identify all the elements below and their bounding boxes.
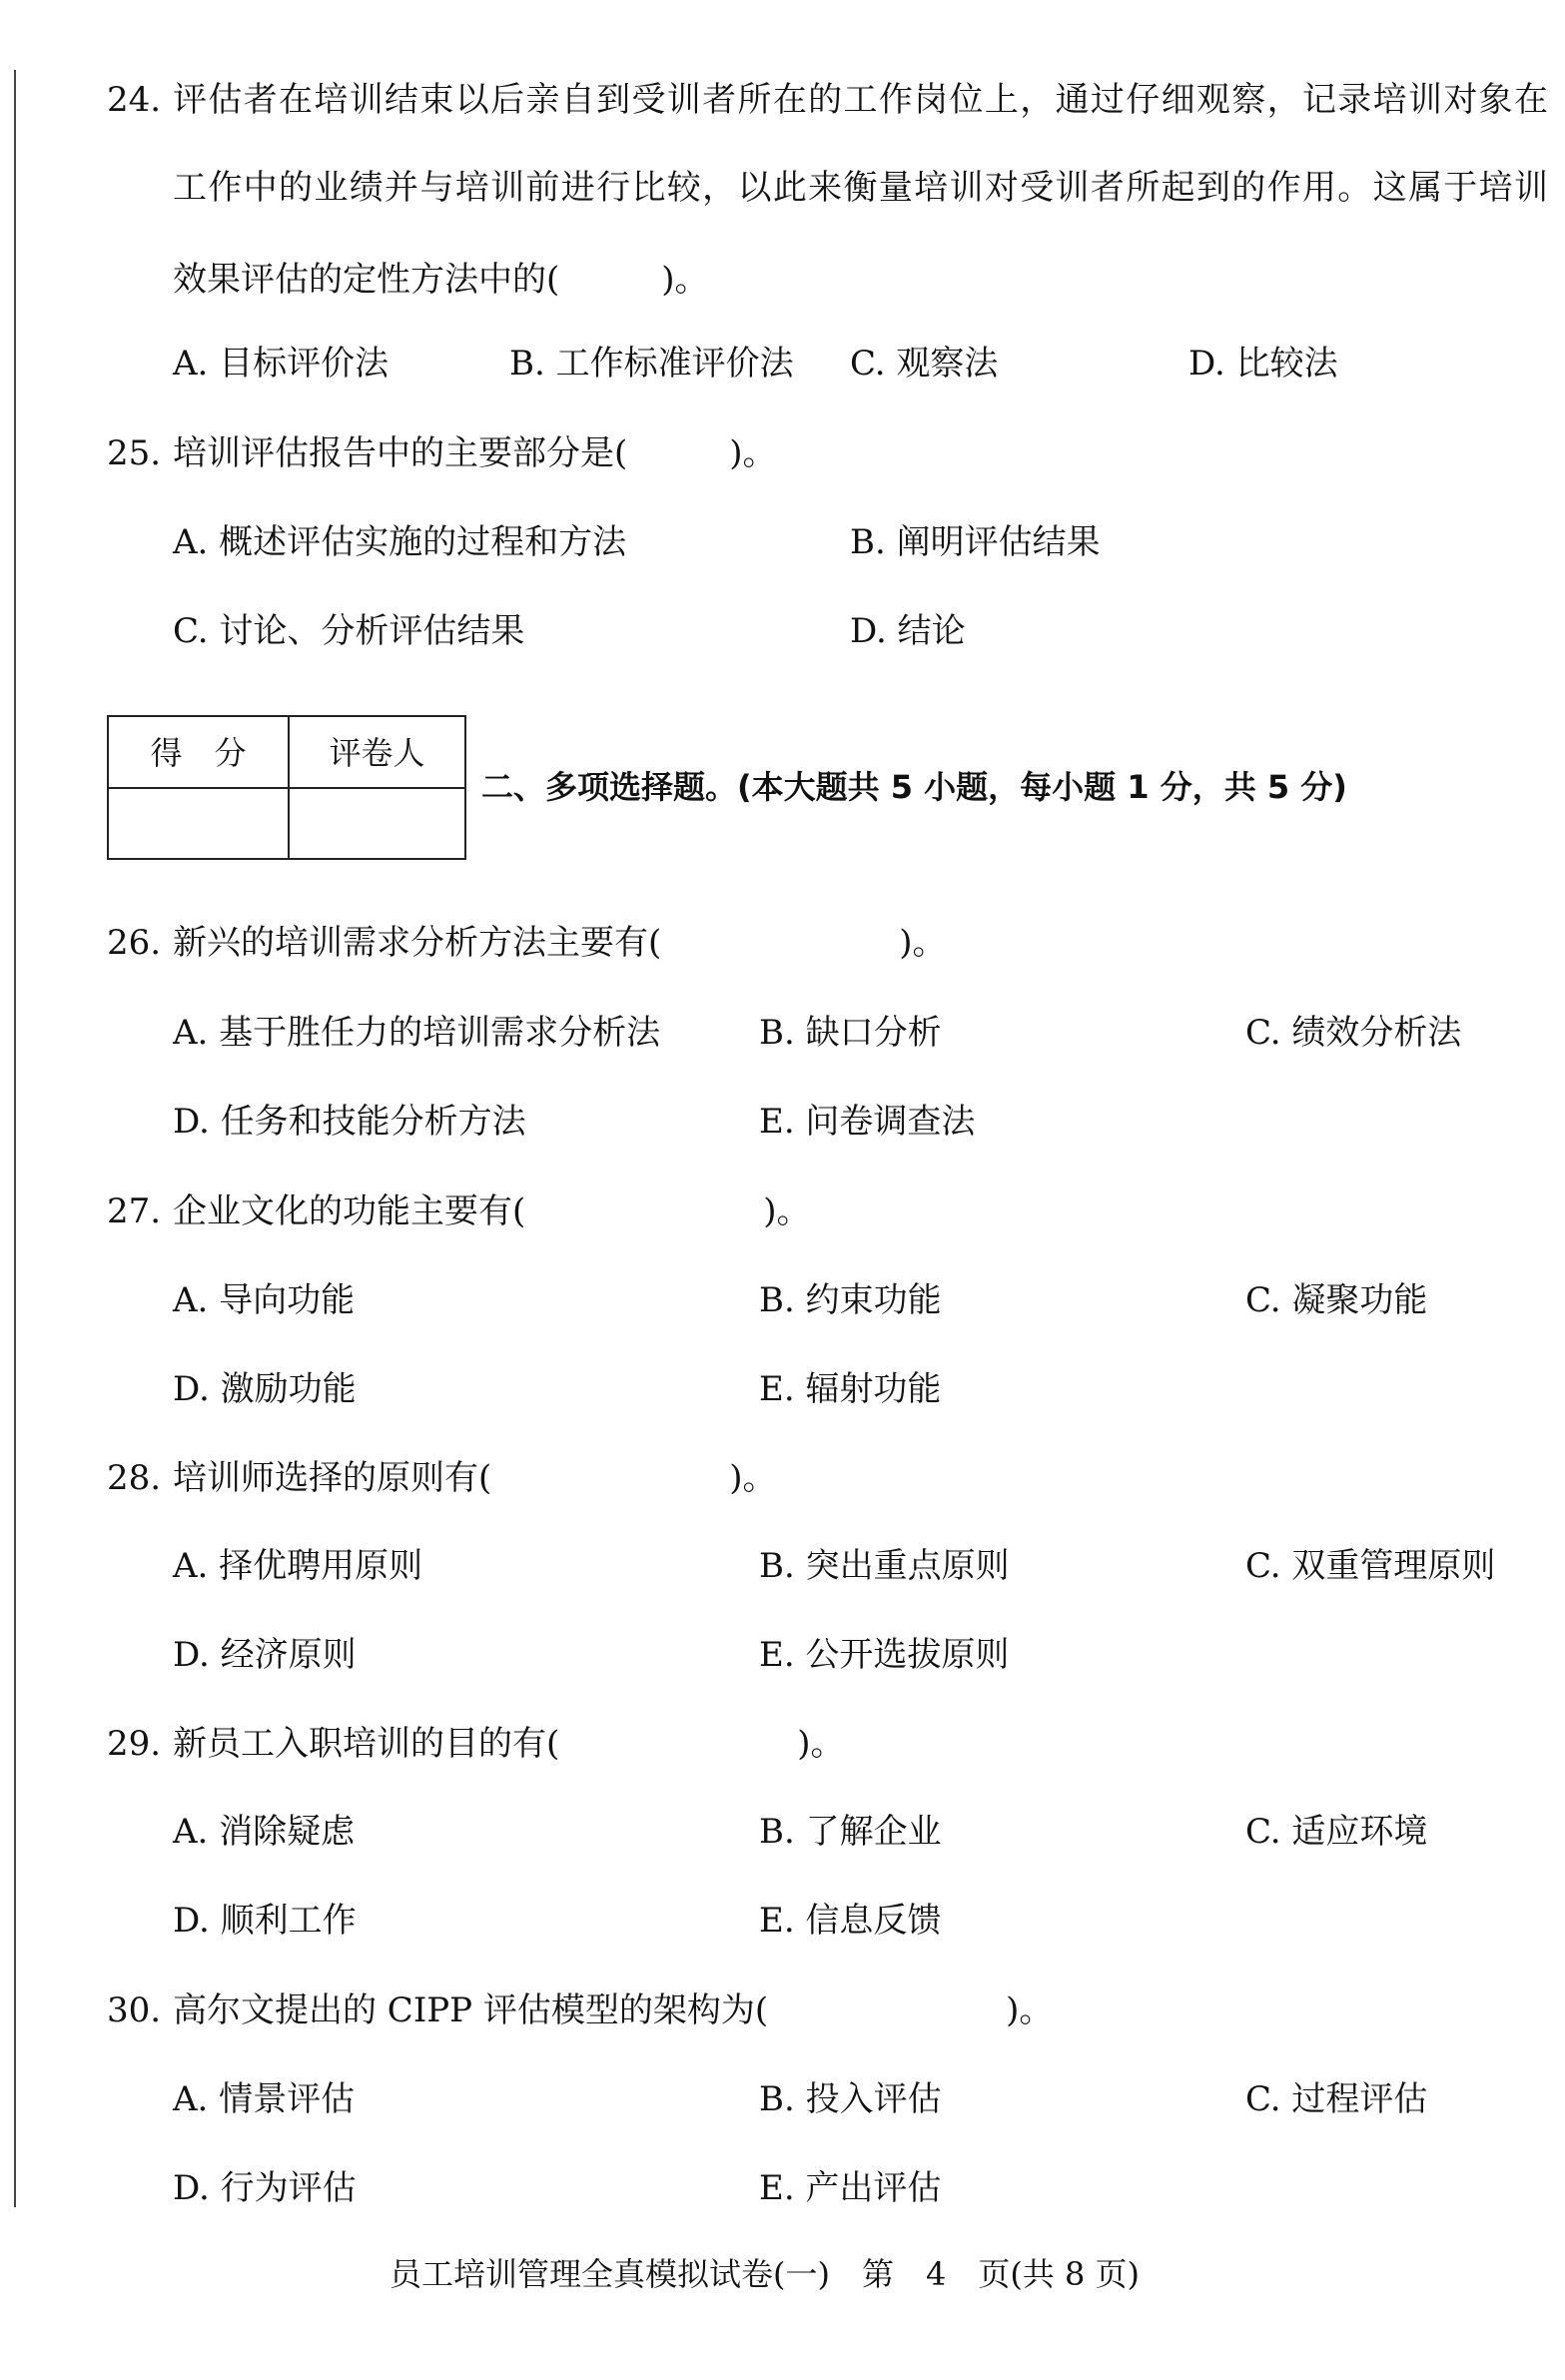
option-d: D. 任务和技能分析方法 <box>173 1102 526 1142</box>
question-text-line: 工作中的业绩并与培训前进行比较，以此来衡量培训对受训者所起到的作用。这属于培训 <box>173 168 1548 208</box>
option-b: B. 约束功能 <box>759 1280 942 1320</box>
question-number: 26. <box>107 923 162 963</box>
question-text: 企业文化的功能主要有( )。 <box>173 1191 811 1231</box>
option-c: C. 绩效分析法 <box>1245 1013 1462 1053</box>
question-text-line: 效果评估的定性方法中的( )。 <box>173 260 709 300</box>
question-text: 培训评估报告中的主要部分是( )。 <box>173 433 777 473</box>
option-a: A. 基于胜任力的培训需求分析法 <box>173 1013 661 1053</box>
option-c: C. 观察法 <box>850 344 999 384</box>
option-e: E. 公开选拔原则 <box>759 1635 1010 1675</box>
option-a: A. 择优聘用原则 <box>173 1546 423 1586</box>
question-text: 新兴的培训需求分析方法主要有( )。 <box>173 923 947 963</box>
option-b: B. 突出重点原则 <box>759 1546 1010 1586</box>
option-c: C. 过程评估 <box>1245 2079 1428 2119</box>
option-e: E. 问卷调查法 <box>759 1102 976 1142</box>
option-b: B. 了解企业 <box>759 1812 942 1852</box>
question-number: 25. <box>107 433 162 473</box>
option-a: A. 目标评价法 <box>173 344 390 384</box>
option-d: D. 比较法 <box>1188 344 1338 384</box>
option-b: B. 投入评估 <box>759 2079 942 2119</box>
option-d: D. 行为评估 <box>173 2168 357 2208</box>
option-a: A. 概述评估实施的过程和方法 <box>173 522 627 562</box>
question-number: 30. <box>107 1990 162 2030</box>
option-a: A. 情景评估 <box>173 2079 356 2119</box>
question-number: 24. <box>107 80 162 120</box>
question-text: 高尔文提出的 CIPP 评估模型的架构为( )。 <box>173 1990 1054 2030</box>
option-e: E. 产出评估 <box>759 2168 942 2208</box>
option-b: B. 缺口分析 <box>759 1013 942 1053</box>
question-text-line: 评估者在培训结束以后亲自到受训者所在的工作岗位上，通过仔细观察，记录培训对象在 <box>173 80 1548 120</box>
option-d: D. 经济原则 <box>173 1635 357 1675</box>
option-b: B. 阐明评估结果 <box>850 522 1101 562</box>
page-footer: 员工培训管理全真模拟试卷(一) 第 4 页(共 8 页) <box>390 2255 1141 2293</box>
question-number: 27. <box>107 1191 162 1231</box>
option-d: D. 激励功能 <box>173 1369 357 1409</box>
question-number: 29. <box>107 1724 162 1764</box>
option-e: E. 辐射功能 <box>759 1369 942 1409</box>
option-a: A. 导向功能 <box>173 1280 356 1320</box>
option-d: D. 顺利工作 <box>173 1901 357 1941</box>
option-d: D. 结论 <box>850 611 966 651</box>
option-c: C. 讨论、分析评估结果 <box>173 611 525 651</box>
option-c: C. 双重管理原则 <box>1245 1546 1496 1586</box>
question-text: 新员工入职培训的目的有( )。 <box>173 1724 845 1764</box>
option-c: C. 凝聚功能 <box>1245 1280 1428 1320</box>
option-b: B. 工作标准评价法 <box>509 344 794 384</box>
question-text: 培训师选择的原则有( )。 <box>173 1458 777 1498</box>
option-e: E. 信息反馈 <box>759 1901 942 1941</box>
option-a: A. 消除疑虑 <box>173 1812 356 1852</box>
score-table <box>107 715 466 860</box>
option-c: C. 适应环境 <box>1245 1812 1428 1852</box>
binding-margin-line <box>14 70 16 2207</box>
score-label: 得 分 <box>150 734 247 772</box>
grader-label: 评卷人 <box>329 734 425 772</box>
section-heading: 二、多项选择题。(本大题共 5 小题，每小题 1 分，共 5 分) <box>481 768 1347 806</box>
question-number: 28. <box>107 1458 162 1498</box>
